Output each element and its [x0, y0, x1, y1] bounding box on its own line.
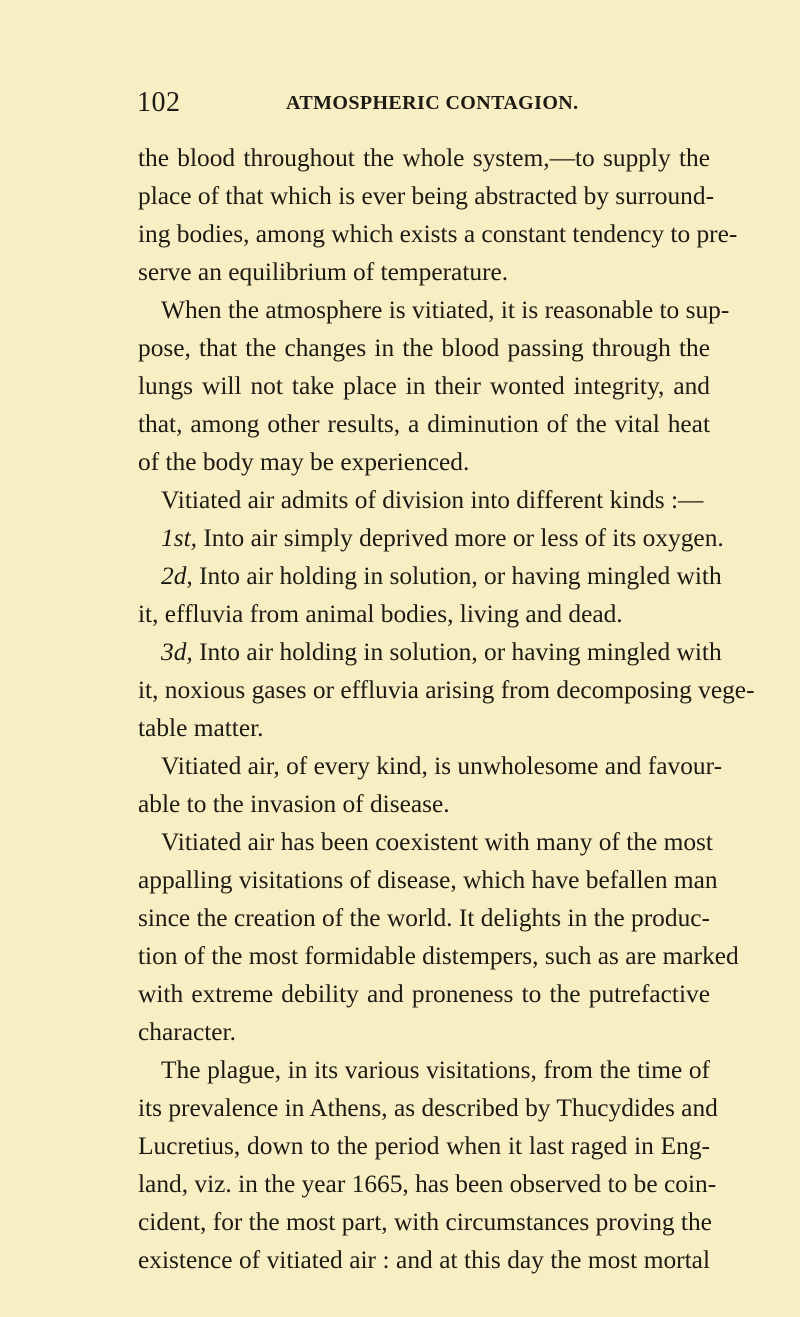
text-line: cident, for the most part, with circumstances proving the — [138, 1208, 712, 1236]
ordinal-label: 3d, — [161, 638, 193, 666]
text-line: Vitiated air admits of division into different kinds :— — [161, 486, 704, 514]
text-line: Into air simply deprived more or less of its oxygen. — [196, 524, 724, 552]
text-line: Lucretius, down to the period when it last raged in Eng- — [138, 1132, 710, 1160]
text-line: tion of the most formidable distempers, such as are marked — [138, 942, 739, 970]
ordinal-label: 1st, — [161, 524, 197, 552]
text-line: since the creation of the world. It delights in the produc- — [138, 904, 710, 932]
text-line: lungs will not take place in their wonted integrity, and — [138, 372, 710, 400]
text-line: pose, that the changes in the blood passing through the — [138, 334, 710, 362]
text-line: it, noxious gases or effluvia arising from decomposing vege- — [138, 676, 755, 704]
text-line: place of that which is ever being abstracted by surround- — [138, 182, 715, 210]
text-line: that, among other results, a diminution of the vital heat — [138, 410, 710, 438]
page-number: 102 — [137, 87, 181, 118]
ordinal-label: 2d, — [161, 562, 193, 590]
text-line: it, effluvia from animal bodies, living and dead. — [138, 600, 623, 628]
text-line: character. — [138, 1018, 236, 1046]
text-line: with extreme debility and proneness to the putrefactive — [138, 980, 710, 1008]
text-line: Into air holding in solution, or having mingled with — [192, 638, 722, 666]
text-line: land, viz. in the year 1665, has been observed to be coin- — [138, 1170, 717, 1198]
text-line: appalling visitations of disease, which have befallen man — [138, 866, 718, 894]
text-line: ing bodies, among which exists a constant tendency to pre- — [138, 220, 738, 248]
text-line: able to the invasion of disease. — [138, 790, 450, 818]
text-line: of the body may be experienced. — [138, 448, 470, 476]
list-item-first — [161, 522, 724, 554]
list-item-third — [161, 636, 722, 668]
text-line: Vitiated air has been coexistent with many of the most — [161, 828, 713, 856]
list-item-second — [161, 560, 722, 592]
text-line: When the atmosphere is vitiated, it is reasonable to sup- — [161, 296, 730, 324]
text-line: existence of vitiated air : and at this day the most mortal — [138, 1246, 710, 1274]
text-line: table matter. — [138, 714, 264, 742]
text-line: Into air holding in solution, or having mingled with — [192, 562, 722, 590]
running-title: ATMOSPHERIC CONTAGION. — [286, 92, 579, 114]
text-line: its prevalence in Athens, as described by Thucydides and — [138, 1094, 718, 1122]
running-header — [0, 88, 800, 118]
text-line: serve an equilibrium of temperature. — [138, 258, 509, 286]
text-line: The plague, in its various visitations, from the time of — [161, 1056, 710, 1084]
text-line: Vitiated air, of every kind, is unwholesome and favour- — [161, 752, 723, 780]
text-line: the blood throughout the whole system,—to supply the — [138, 144, 710, 172]
